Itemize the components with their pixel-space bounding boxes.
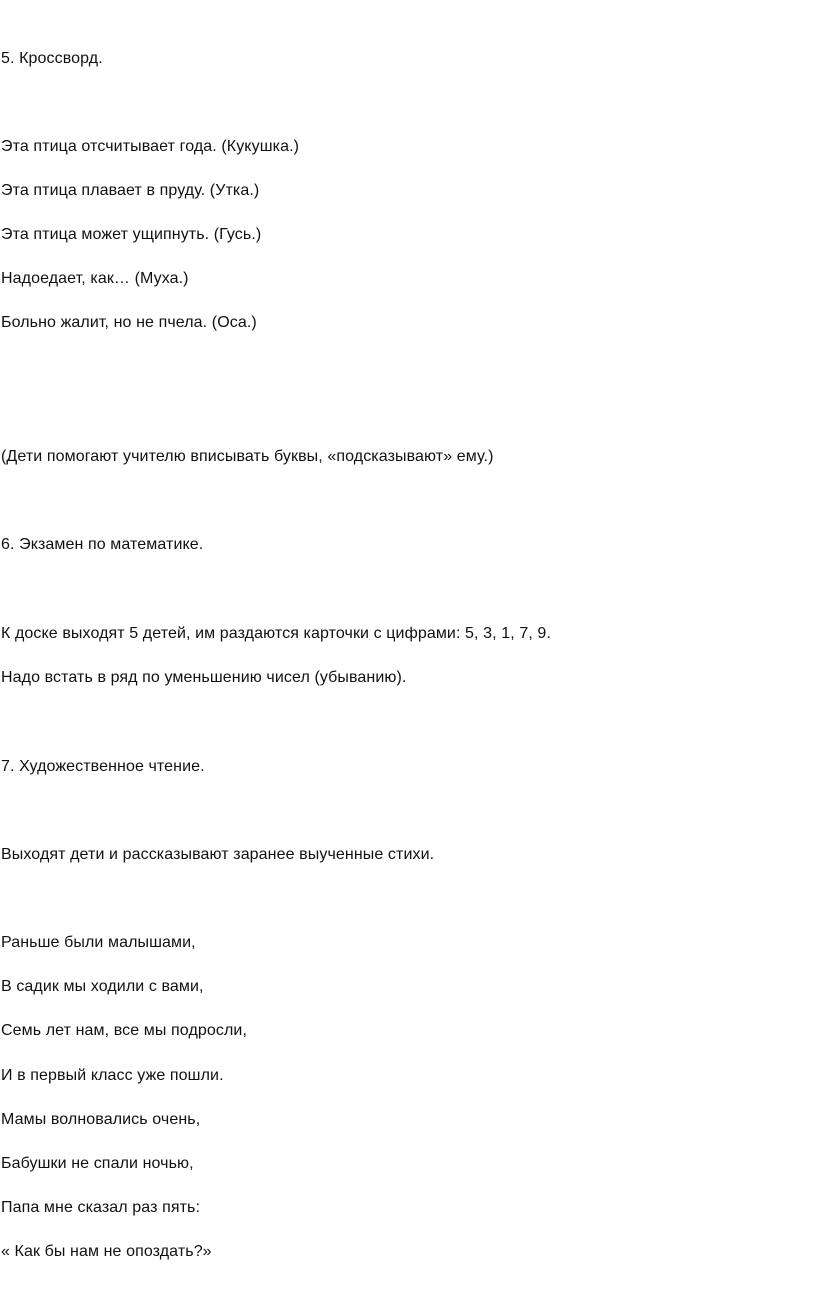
crossword-clue: Больно жалит, но не пчела. (Оса.): [1, 314, 257, 331]
section-6-text: К доске выходят 5 детей, им раздаются карточки с цифрами: 5, 3, 1, 7, 9.: [1, 625, 551, 642]
section-6-heading: 6. Экзамен по математике.: [1, 536, 204, 553]
section-7-intro: Выходят дети и рассказывают заранее выученные стихи.: [1, 846, 435, 863]
poem-line: И в первый класс уже пошли.: [1, 1067, 224, 1084]
poem-line: Семь лет нам, все мы подросли,: [1, 1022, 248, 1039]
crossword-clue: Эта птица отсчитывает года. (Кукушка.): [1, 138, 300, 155]
poem-line: Мамы волновались очень,: [1, 1111, 201, 1128]
poem-line: Раньше были малышами,: [1, 934, 196, 951]
crossword-clue: Надоедает, как… (Муха.): [1, 270, 189, 287]
section-7-heading: 7. Художественное чтение.: [1, 758, 205, 775]
crossword-clue: Эта птица может ущипнуть. (Гусь.): [1, 226, 262, 243]
section-5-heading: 5. Кроссворд.: [1, 50, 103, 67]
poem-line: Папа мне сказал раз пять:: [1, 1199, 201, 1216]
poem-line: « Как бы нам не опоздать?»: [1, 1243, 212, 1260]
poem-line: В садик мы ходили с вами,: [1, 978, 204, 995]
section-6-text: Надо встать в ряд по уменьшению чисел (убыванию).: [1, 669, 407, 686]
section-5-note: (Дети помогают учителю вписывать буквы, «подсказывают» ему.): [1, 448, 494, 465]
crossword-clue: Эта птица плавает в пруду. (Утка.): [1, 182, 260, 199]
poem-line: Бабушки не спали ночью,: [1, 1155, 194, 1172]
